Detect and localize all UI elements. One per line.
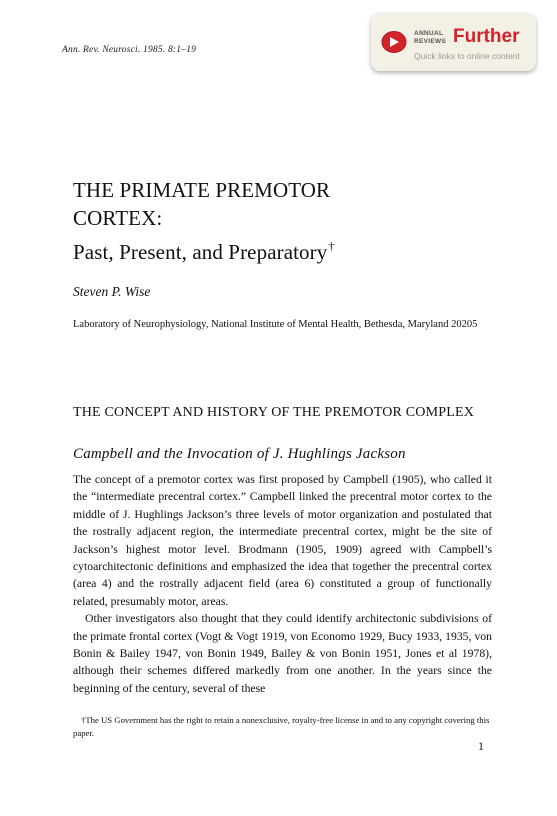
banner-brand-small-line2: REVIEWS: [414, 37, 447, 45]
annual-reviews-further-banner[interactable]: [371, 13, 536, 71]
footnote-text: †The US Government has the right to retain a nonexclusive, royalty-free license in and to any copyright covering this paper.: [73, 715, 490, 738]
journal-citation: Ann. Rev. Neurosci. 1985. 8:1–19: [62, 45, 197, 55]
banner-subtitle: Quick links to online content: [414, 51, 520, 61]
body-text: [73, 471, 492, 697]
annual-reviews-logo-icon: [381, 30, 409, 59]
title-line-3: Past, Present, and Preparatory: [73, 240, 328, 264]
subsection-heading: Campbell and the Invocation of J. Hughlings Jackson: [73, 446, 406, 462]
article-title: [73, 176, 493, 266]
title-dagger-mark: †: [328, 239, 335, 253]
author-name: Steven P. Wise: [73, 284, 151, 299]
banner-further-label: Further: [453, 26, 520, 47]
section-heading: THE CONCEPT AND HISTORY OF THE PREMOTOR COMPLEX: [73, 405, 475, 420]
banner-brand-small: [414, 30, 446, 45]
footnote: [73, 714, 493, 739]
banner-brand-small-line1: ANNUAL: [414, 30, 444, 37]
author-affiliation: Laboratory of Neurophysiology, National Institute of Mental Health, Bethesda, Maryland 20205: [73, 319, 478, 330]
paragraph-2: Other investigators also thought that they could identify architectonic subdivisions of the primate frontal cortex (Vogt & Vogt 1919, von Economo 1929, Bucy 1933, 1935, von Bonin & Bailey 1947, von Bonin 1949, Bailey & von Bonin 1951, Jones et al 1978), although their schemes differed markedly from one another. In the years since the beginning of the century, several of these: [73, 612, 492, 695]
title-line-2: CORTEX:: [73, 206, 163, 230]
page-number: 1: [478, 739, 484, 753]
paragraph-1: The concept of a premotor cortex was first proposed by Campbell (1905), who called it the “intermediate precentral cortex.” Campbell linked the precentral motor cortex to the middle of J. Hughlings Jackson’s three levels of motor organization and postulated that the rostrally adjacent region, the intermediate precentral cortex, might be the site of Jackson’s highest motor level. Brodmann (1905, 1909) agreed with Campbell’s cytoarchitectonic definitions and emphasized the idea that together the precentral cortex (area 4) and the rostrally adjacent field (area 6) constituted a group of functionally related, presumably motor, areas.: [73, 473, 492, 608]
title-line-1: THE PRIMATE PREMOTOR: [73, 178, 331, 202]
